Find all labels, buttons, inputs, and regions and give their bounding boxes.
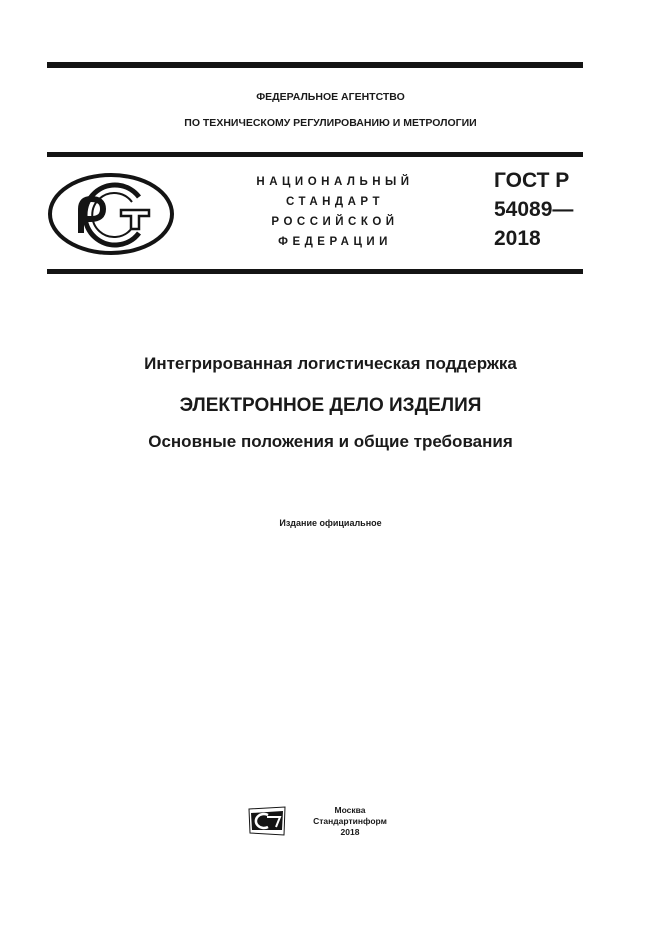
bottom-rule [47, 269, 583, 274]
title-line2: ЭЛЕКТРОННОЕ ДЕЛО ИЗДЕЛИЯ [179, 395, 482, 416]
national-line: РОССИЙСКОЙ [271, 216, 399, 228]
designation-line: 54089— [494, 198, 574, 221]
standartinform-flag-icon [248, 806, 286, 836]
title-line1: Интегрированная логистическая поддержка [144, 354, 517, 373]
national-line: ФЕДЕРАЦИИ [278, 236, 392, 248]
title-line3: Основные положения и общие требования [148, 432, 513, 451]
designation-line: ГОСТ Р [494, 169, 570, 192]
rst-gost-emblem-icon [47, 171, 175, 257]
national-line: СТАНДАРТ [286, 196, 384, 208]
top-rule [47, 62, 583, 68]
publisher-name: Стандартинформ [313, 816, 387, 826]
national-line: НАЦИОНАЛЬНЫЙ [256, 176, 414, 188]
agency-name-line1: ФЕДЕРАЛЬНОЕ АГЕНТСТВО [256, 91, 405, 103]
designation-line: 2018 [494, 227, 541, 250]
publisher-info [300, 805, 400, 838]
national-standard-label [240, 172, 430, 252]
standard-designation [494, 166, 573, 253]
edition-label: Издание официальное [279, 518, 382, 528]
middle-rule [47, 152, 583, 157]
agency-name-line2: ПО ТЕХНИЧЕСКОМУ РЕГУЛИРОВАНИЮ И МЕТРОЛОГИИ [184, 117, 477, 129]
publisher-year: 2018 [340, 827, 360, 837]
publisher-city: Москва [334, 805, 366, 815]
